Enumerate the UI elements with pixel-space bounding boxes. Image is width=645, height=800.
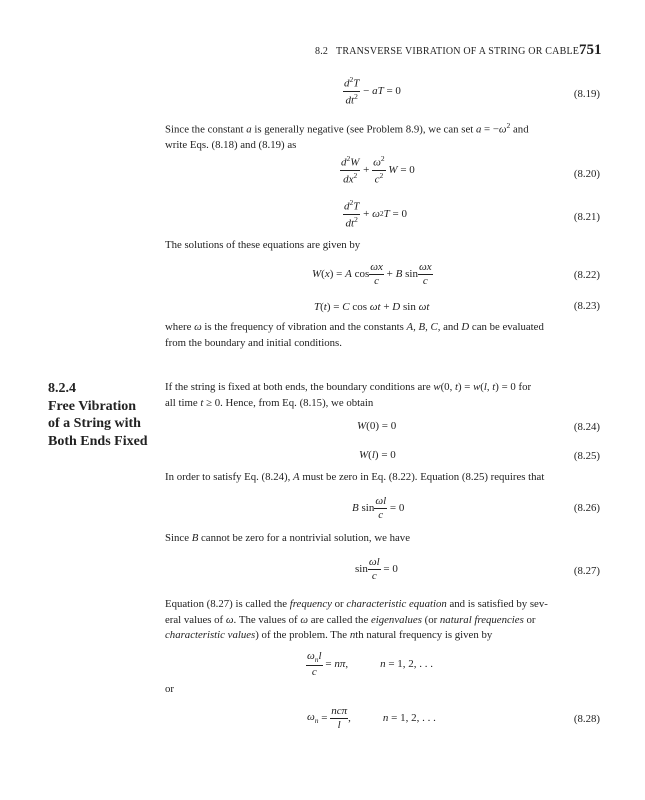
paragraph-7: Equation (8.27) is called the frequency or characteristic equation and is satisfied by sev- eral values of ω. The values of ω are called the eigenvalues (or natural frequencies or characteristic values) of the problem. The nth natural frequency is given by	[165, 598, 548, 642]
section-heading-8-2-4: 8.2.4 Free Vibration of a String with Both Ends Fixed	[48, 381, 148, 449]
equation-8-21: $\frac{d^2T}{dt^2}$ + ω 2 T = 0	[344, 198, 407, 230]
eq-number-8-21: (8.21)	[573, 211, 600, 223]
eq-number-8-25: (8.25)	[573, 450, 600, 462]
paragraph-2: The solutions of these equations are given by	[165, 239, 361, 251]
equation-8-28: $\omega_n$ = $\frac{\text{ncπ}}{l}$ , n = 1, 2, . . .	[307, 705, 436, 731]
eq-number-8-24: (8.24)	[573, 421, 600, 433]
eq-number-8-19: (8.19)	[573, 88, 600, 100]
paragraph-3: where ω is the frequency of vibration and the constants A, B, C, and D can be evaluated from the boundary and initial conditions.	[165, 321, 544, 349]
or-text: or	[165, 683, 174, 695]
equation-8-19: $\frac{d^2T}{dt^2}$ − aT = 0	[344, 75, 401, 107]
eq-number-8-28: (8.28)	[573, 713, 600, 725]
eq-number-8-20: (8.20)	[573, 168, 600, 180]
eq-number-8-27: (8.27)	[573, 565, 600, 577]
paragraph-1: Since the constant a is generally negative (see Problem 8.9), we can set $a = -\omega^2$ and write Eqs. (8.18) and (8.19) as	[165, 121, 529, 152]
paragraph-5: In order to satisfy Eq. (8.24), A must be zero in Eq. (8.22). Equation (8.25) requires that	[165, 471, 545, 483]
equation-8-26: B sin $\frac{\omega l}{c}$ = 0	[352, 495, 405, 521]
equation-natural-frequency: $\frac{\omega_nl}{c}$ = nπ , n = 1, 2, . . .	[307, 650, 434, 678]
equation-8-24: W (0) = 0	[357, 420, 397, 432]
equation-8-23: T ( t ) = C cos ωt + D sin ωt	[314, 301, 430, 313]
paragraph-6: Since B cannot be zero for a nontrivial solution, we have	[165, 532, 410, 544]
section-number: 8.2.4	[48, 381, 76, 396]
header-section: 8.2	[315, 46, 329, 57]
page-number: 751	[579, 42, 602, 58]
paragraph-4: If the string is fixed at both ends, the boundary conditions are w(0, t) = w(l, t) = 0 for all time t ≥ 0. Hence, from Eq. (8.15), we obtain	[165, 381, 532, 409]
equation-8-27: sin $\frac{\omega l}{c}$ = 0	[355, 556, 398, 582]
equation-8-22: W ( x ) = A cos $\frac{\omega x}{c}$ + B sin $\frac{\omega x}{c}$	[312, 261, 432, 287]
header-title: TRANSVERSE VIBRATION OF A STRING OR CABLE	[336, 46, 580, 57]
running-header	[315, 46, 579, 57]
eq-number-8-23: (8.23)	[573, 300, 600, 312]
equation-8-20: $\frac{d^2W}{dx^2}$ + $\frac{\omega^2}{c^2}$ W = 0	[341, 154, 415, 186]
eq-number-8-26: (8.26)	[573, 502, 600, 514]
eq-number-8-22: (8.22)	[573, 269, 600, 281]
equation-8-25: W ( l ) = 0	[359, 449, 396, 461]
